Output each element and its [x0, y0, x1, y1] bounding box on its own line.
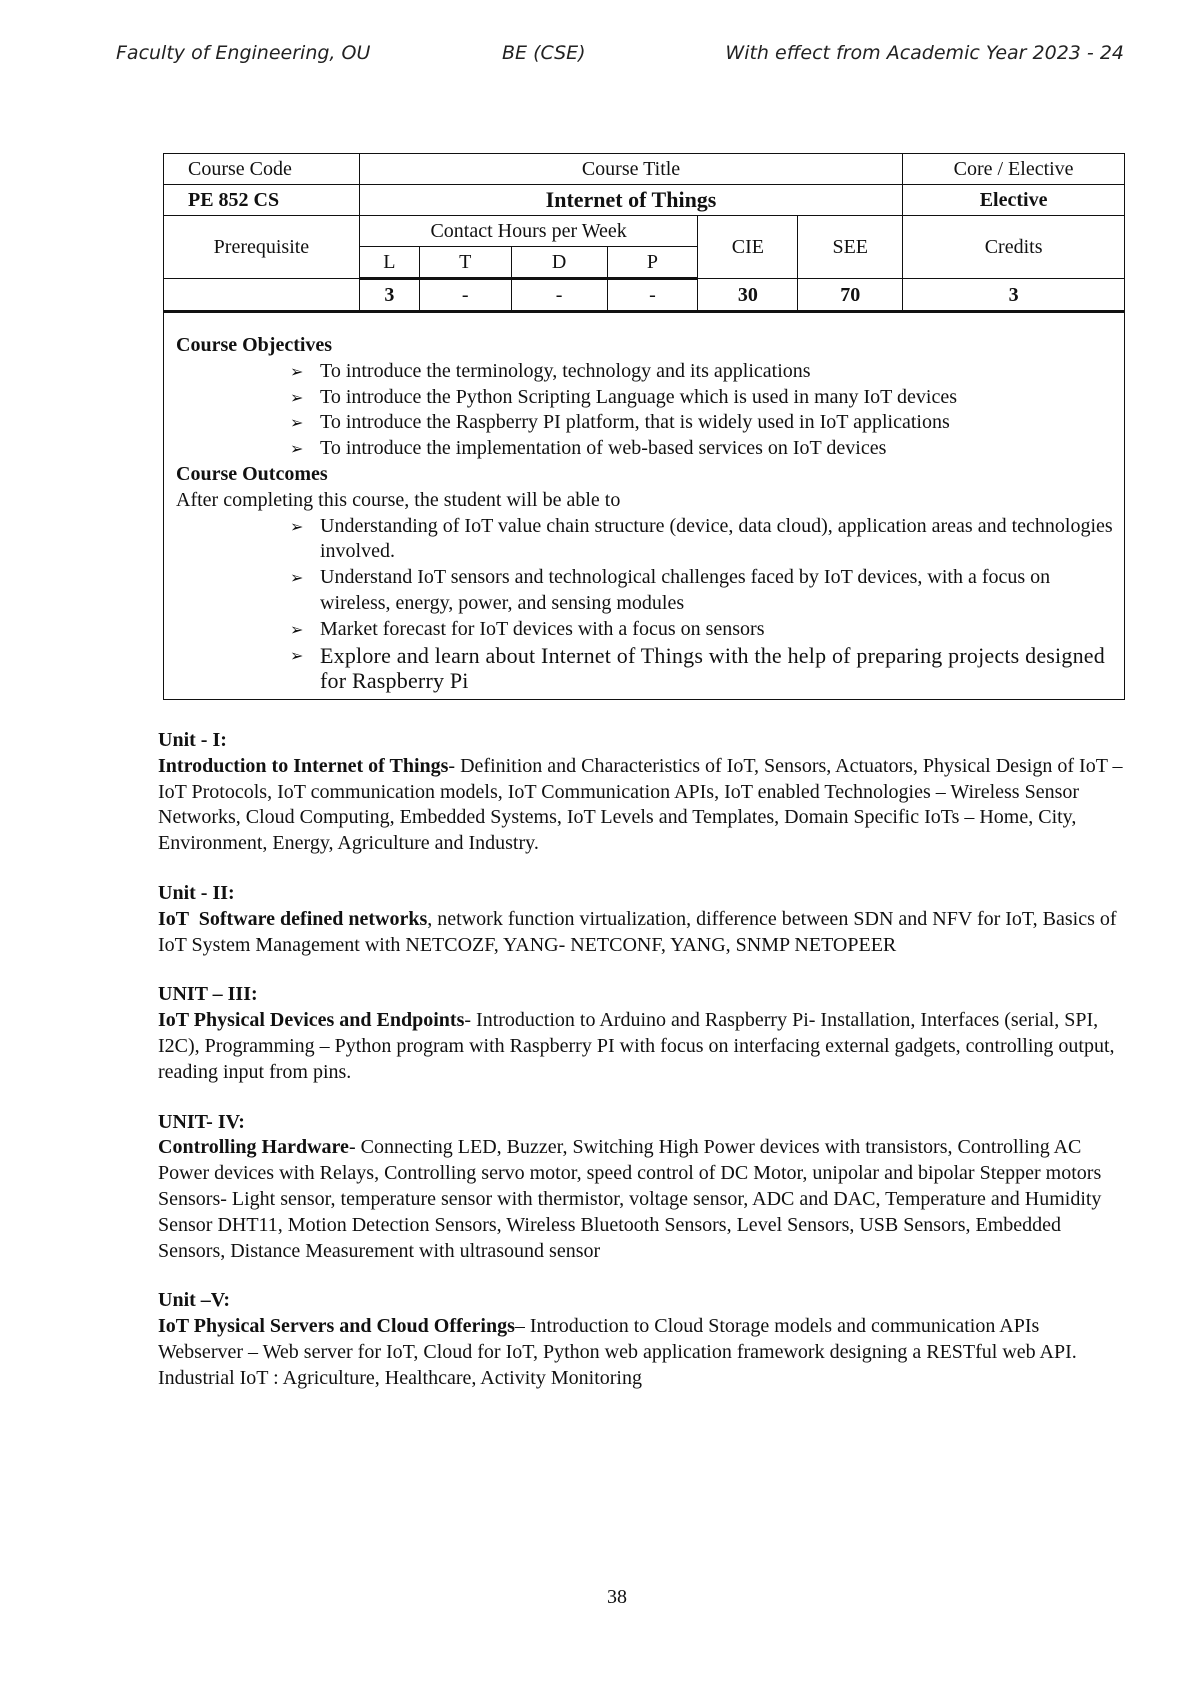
credits-value: 3	[903, 279, 1125, 312]
page-number: 38	[607, 1586, 627, 1608]
unit-content	[158, 754, 1128, 857]
unit-title: UNIT- IV:	[158, 1110, 245, 1133]
arrowhead-bullet-icon: ➢	[290, 619, 304, 639]
unit-1	[158, 728, 1128, 857]
list-item: ➢ To introduce the Python Scripting Language which is used in many IoT devices	[290, 385, 1124, 411]
arrowhead-bullet-icon: ➢	[290, 439, 304, 459]
objectives-outcomes-box	[163, 309, 1125, 700]
lecture-hours-value: 3	[359, 279, 419, 312]
table-row	[164, 154, 1125, 185]
unit-title: Unit - I:	[158, 729, 227, 751]
tutorial-hours-value: -	[419, 279, 511, 312]
prerequisite-value	[164, 279, 360, 312]
course-title-value: Internet of Things	[359, 185, 902, 216]
cie-label: CIE	[698, 216, 798, 279]
syllabus-units	[158, 728, 1128, 1416]
list-item: ➢ Understanding of IoT value chain structure (device, data cloud), application areas and technologies involved.	[290, 514, 1113, 563]
practical-hours-value: -	[607, 279, 698, 312]
course-code-label: Course Code	[164, 154, 360, 185]
table-row	[164, 216, 1125, 247]
core-elective-value: Elective	[903, 185, 1125, 216]
unit-topic: Introduction to Internet of Things	[158, 754, 449, 777]
arrowhead-bullet-icon: ➢	[290, 516, 304, 536]
objectives-list	[176, 359, 1124, 462]
table-row	[164, 279, 1125, 312]
list-item: ➢ Market forecast for IoT devices with a focus on sensors	[290, 617, 1124, 643]
outcomes-list	[176, 514, 1124, 695]
tutorial-hours-label: T	[419, 247, 511, 279]
unit-body: – Introduction to Cloud Storage models and communication APIs Webserver – Web server for IoT, Cloud for IoT, Python web application framework designing a RESTful web API. Industrial IoT : Agriculture, Healthcare, Activity Monitoring	[158, 1315, 1077, 1389]
unit-body: - Definition and Characteristics of IoT, Sensors, Actuators, Physical Design of IoT – IoT Protocols, IoT communication models, IoT Communication APIs, IoT enabled Technologies – Wireless Sensor Networks, Cloud Computing, Embedded Systems, IoT Levels and Templates, Domain Specific IoTs – Home, City, Environment, Energy, Agriculture and Industry.	[158, 754, 1123, 855]
unit-title: Unit –V:	[158, 1289, 231, 1312]
list-item: ➢ To introduce the Raspberry PI platform, that is widely used in IoT applications	[290, 410, 1124, 436]
unit-topic: IoT Physical Devices and Endpoints	[158, 1009, 465, 1032]
list-item: ➢ To introduce the terminology, technology and its applications	[290, 359, 1124, 385]
course-title-label: Course Title	[359, 154, 902, 185]
drawing-hours-value: -	[511, 279, 607, 312]
course-info-table	[163, 153, 1125, 313]
unit-body: - Connecting LED, Buzzer, Switching High Power devices with transistors, Controlling AC Power devices with Relays, Controlling servo motor, speed control of DC Motor, unipolar and bipolar Stepper motors Sensors- Light sensor, temperature sensor with thermistor, voltage sensor, ADC and DAC, Temperature and Humidity Sensor DHT11, Motion Detection Sensors, Wireless Bluetooth Sensors, Level Sensors, USB Sensors, Embedded Sensors, Distance Measurement with ultrasound sensor	[158, 1136, 1102, 1262]
header-program: BE (CSE)	[502, 42, 586, 64]
arrowhead-bullet-icon: ➢	[290, 645, 304, 665]
header-effective-year: With effect from Academic Year 2023 - 24	[725, 42, 1124, 64]
unit-topic: IoT Physical Servers and Cloud Offerings	[158, 1315, 515, 1338]
list-item: ➢ Understand IoT sensors and technological challenges faced by IoT devices, with a focus on wireless, energy, power, and sensing modules	[290, 566, 1051, 614]
arrowhead-bullet-icon: ➢	[290, 361, 304, 381]
course-objectives-title: Course Objectives	[176, 334, 333, 356]
prerequisite-label: Prerequisite	[164, 216, 360, 279]
unit-topic: Controlling Hardware	[158, 1136, 349, 1159]
list-item: ➢ To introduce the implementation of web-based services on IoT devices	[290, 436, 1124, 462]
drawing-hours-label: D	[511, 247, 607, 279]
list-item: ➢ Explore and learn about Internet of Things with the help of preparing projects designed for Raspberry Pi	[290, 642, 1105, 694]
arrowhead-bullet-icon: ➢	[290, 568, 304, 588]
unit-topic: IoT Software defined networks	[158, 907, 428, 930]
header-faculty: Faculty of Engineering, OU	[116, 42, 371, 64]
see-label: SEE	[798, 216, 903, 279]
see-value: 70	[798, 279, 903, 312]
course-outcomes-intro: After completing this course, the student will be able to	[176, 488, 621, 511]
core-elective-label: Core / Elective	[903, 154, 1125, 185]
table-row	[164, 185, 1125, 216]
course-code-value: PE 852 CS	[164, 185, 360, 216]
unit-body: - Introduction to Arduino and Raspberry Pi- Installation, Interfaces (serial, SPI, I2C), Programming – Python program with Raspberry PI with focus on interfacing external gadgets, controlling output, reading input from pins.	[158, 1009, 1115, 1083]
unit-2	[158, 881, 1128, 958]
page-header	[116, 42, 1124, 72]
unit-3	[158, 982, 1128, 1085]
unit-5	[158, 1288, 1128, 1391]
unit-4	[158, 1110, 1128, 1265]
contact-hours-label: Contact Hours per Week	[359, 216, 698, 247]
practical-hours-label: P	[607, 247, 698, 279]
unit-title: UNIT – III:	[158, 983, 258, 1006]
cie-value: 30	[698, 279, 798, 312]
course-outcomes-title: Course Outcomes	[176, 462, 328, 485]
unit-content	[158, 1135, 1128, 1264]
arrowhead-bullet-icon: ➢	[290, 387, 304, 407]
unit-content	[158, 1314, 1128, 1391]
unit-content	[158, 907, 1128, 959]
unit-body: , network function virtualization, difference between SDN and NFV for IoT, Basics of IoT System Management with NETCOZF, YANG- NETCONF, YANG, SNMP NETOPEER	[158, 907, 1117, 956]
unit-content	[158, 1008, 1128, 1085]
arrowhead-bullet-icon: ➢	[290, 413, 304, 433]
credits-label: Credits	[903, 216, 1125, 279]
lecture-hours-label: L	[359, 247, 419, 279]
unit-title: Unit - II:	[158, 881, 235, 904]
